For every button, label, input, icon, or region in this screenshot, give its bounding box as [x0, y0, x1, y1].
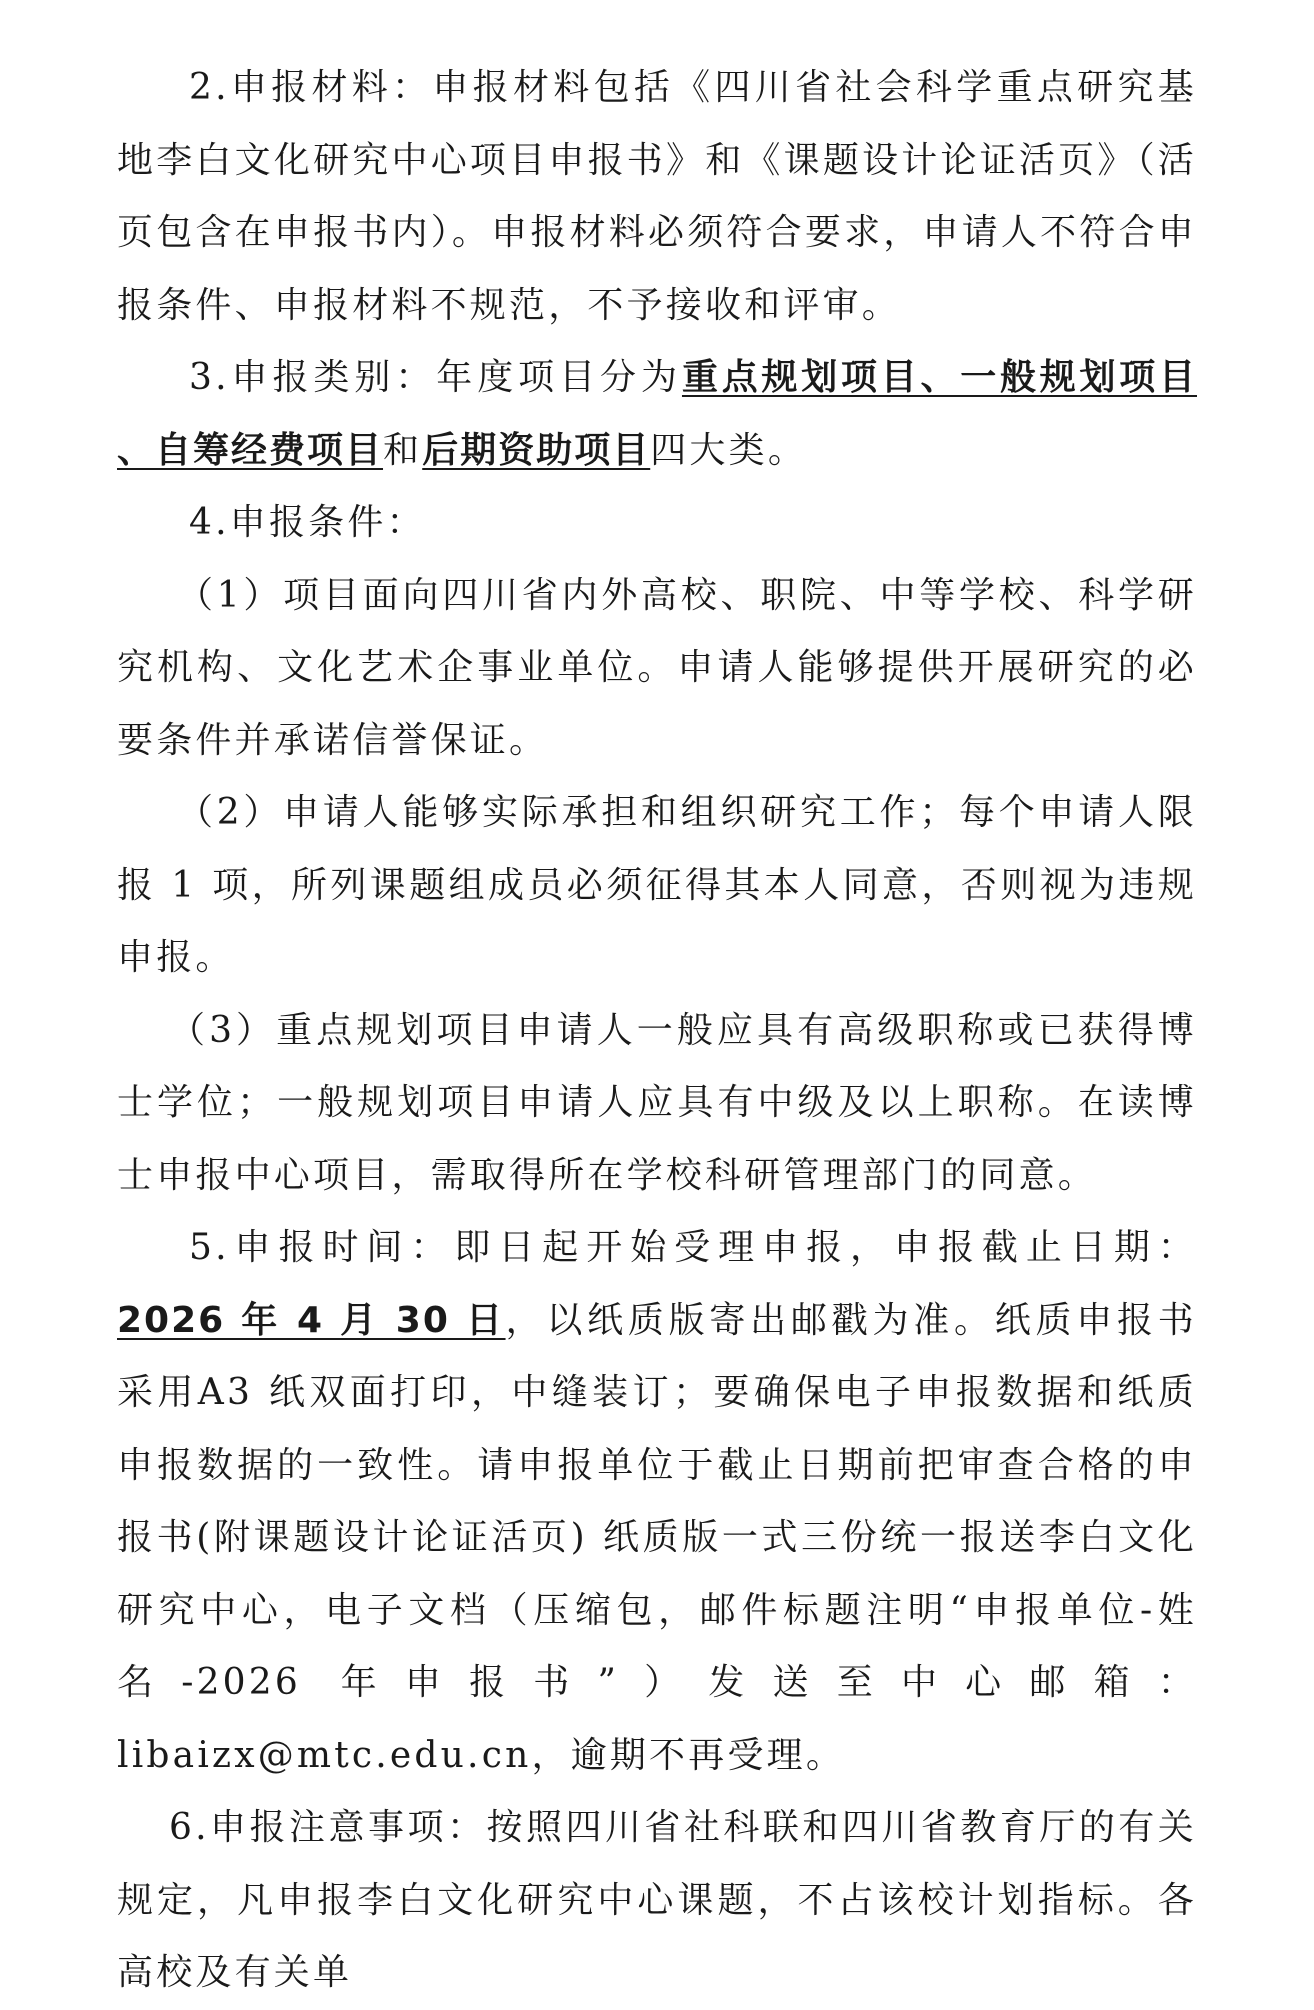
deadline-date: 2026 年 4 月 30 日	[117, 1299, 506, 1341]
categories-highlight-post-funding: 后期资助项目	[422, 429, 651, 471]
paragraph-application-materials: 2.申报材料：申报材料包括《四川省社会科学重点研究基地李白文化研究中心项目申报书》和《课题设计论证活页》（活页包含在申报书内）。申报材料必须符合要求，申请人不符合申报条件、申报材料不规范，不予接收和评审。	[117, 67, 1197, 326]
paragraph-condition-1: （1）项目面向四川省内外高校、职院、中等学校、科学研究机构、文化艺术企事业单位。申请人能够提供开展研究的必要条件并承诺信誉保证。	[117, 574, 1197, 761]
time-suffix: ，以纸质版寄出邮戳为准。纸质申报书采用A3 纸双面打印，中缝装订；要确保电子申报数据和纸质申报数据的一致性。请申报单位于截止日期前把审查合格的申报书(附课题设计论证活页) 纸质版一式三份统一报送李白文化研究中心，电子文档（压缩包，邮件标题注明“申报单位-姓名-2026 年申报书”）发送至中心邮箱：libaizx@mtc.edu.cn，逾期不再受理。	[117, 1299, 1197, 1776]
paragraph-application-time	[117, 1212, 1197, 1792]
time-prefix: 5.申报时间：即日起开始受理申报，申报截止日期：	[189, 1227, 1197, 1268]
paragraph-application-conditions-heading: 4.申报条件：	[189, 502, 426, 543]
document-body	[117, 52, 1197, 2010]
categories-joiner: 和	[383, 429, 423, 471]
categories-highlight-key-general-self-funded: 重点规划项目、一般规划项目 、自筹经费项目	[117, 357, 1197, 471]
paragraph-application-categories	[117, 342, 1197, 487]
categories-prefix: 3.申报类别：年度项目分为	[189, 357, 682, 398]
categories-suffix: 四大类。	[650, 429, 808, 471]
paragraph-condition-3: （3）重点规划项目申请人一般应具有高级职称或已获得博士学位；一般规划项目申请人应具有中级及以上职称。在读博士申报中心项目，需取得所在学校科研管理部门的同意。	[117, 1009, 1197, 1196]
paragraph-application-notes: 6.申报注意事项：按照四川省社科联和四川省教育厅的有关规定，凡申报李白文化研究中心课题，不占该校计划指标。各高校及有关单	[117, 1807, 1197, 1993]
paragraph-condition-2: （2）申请人能够实际承担和组织研究工作；每个申请人限报 1 项，所列课题组成员必须征得其本人同意，否则视为违规申报。	[117, 792, 1197, 978]
